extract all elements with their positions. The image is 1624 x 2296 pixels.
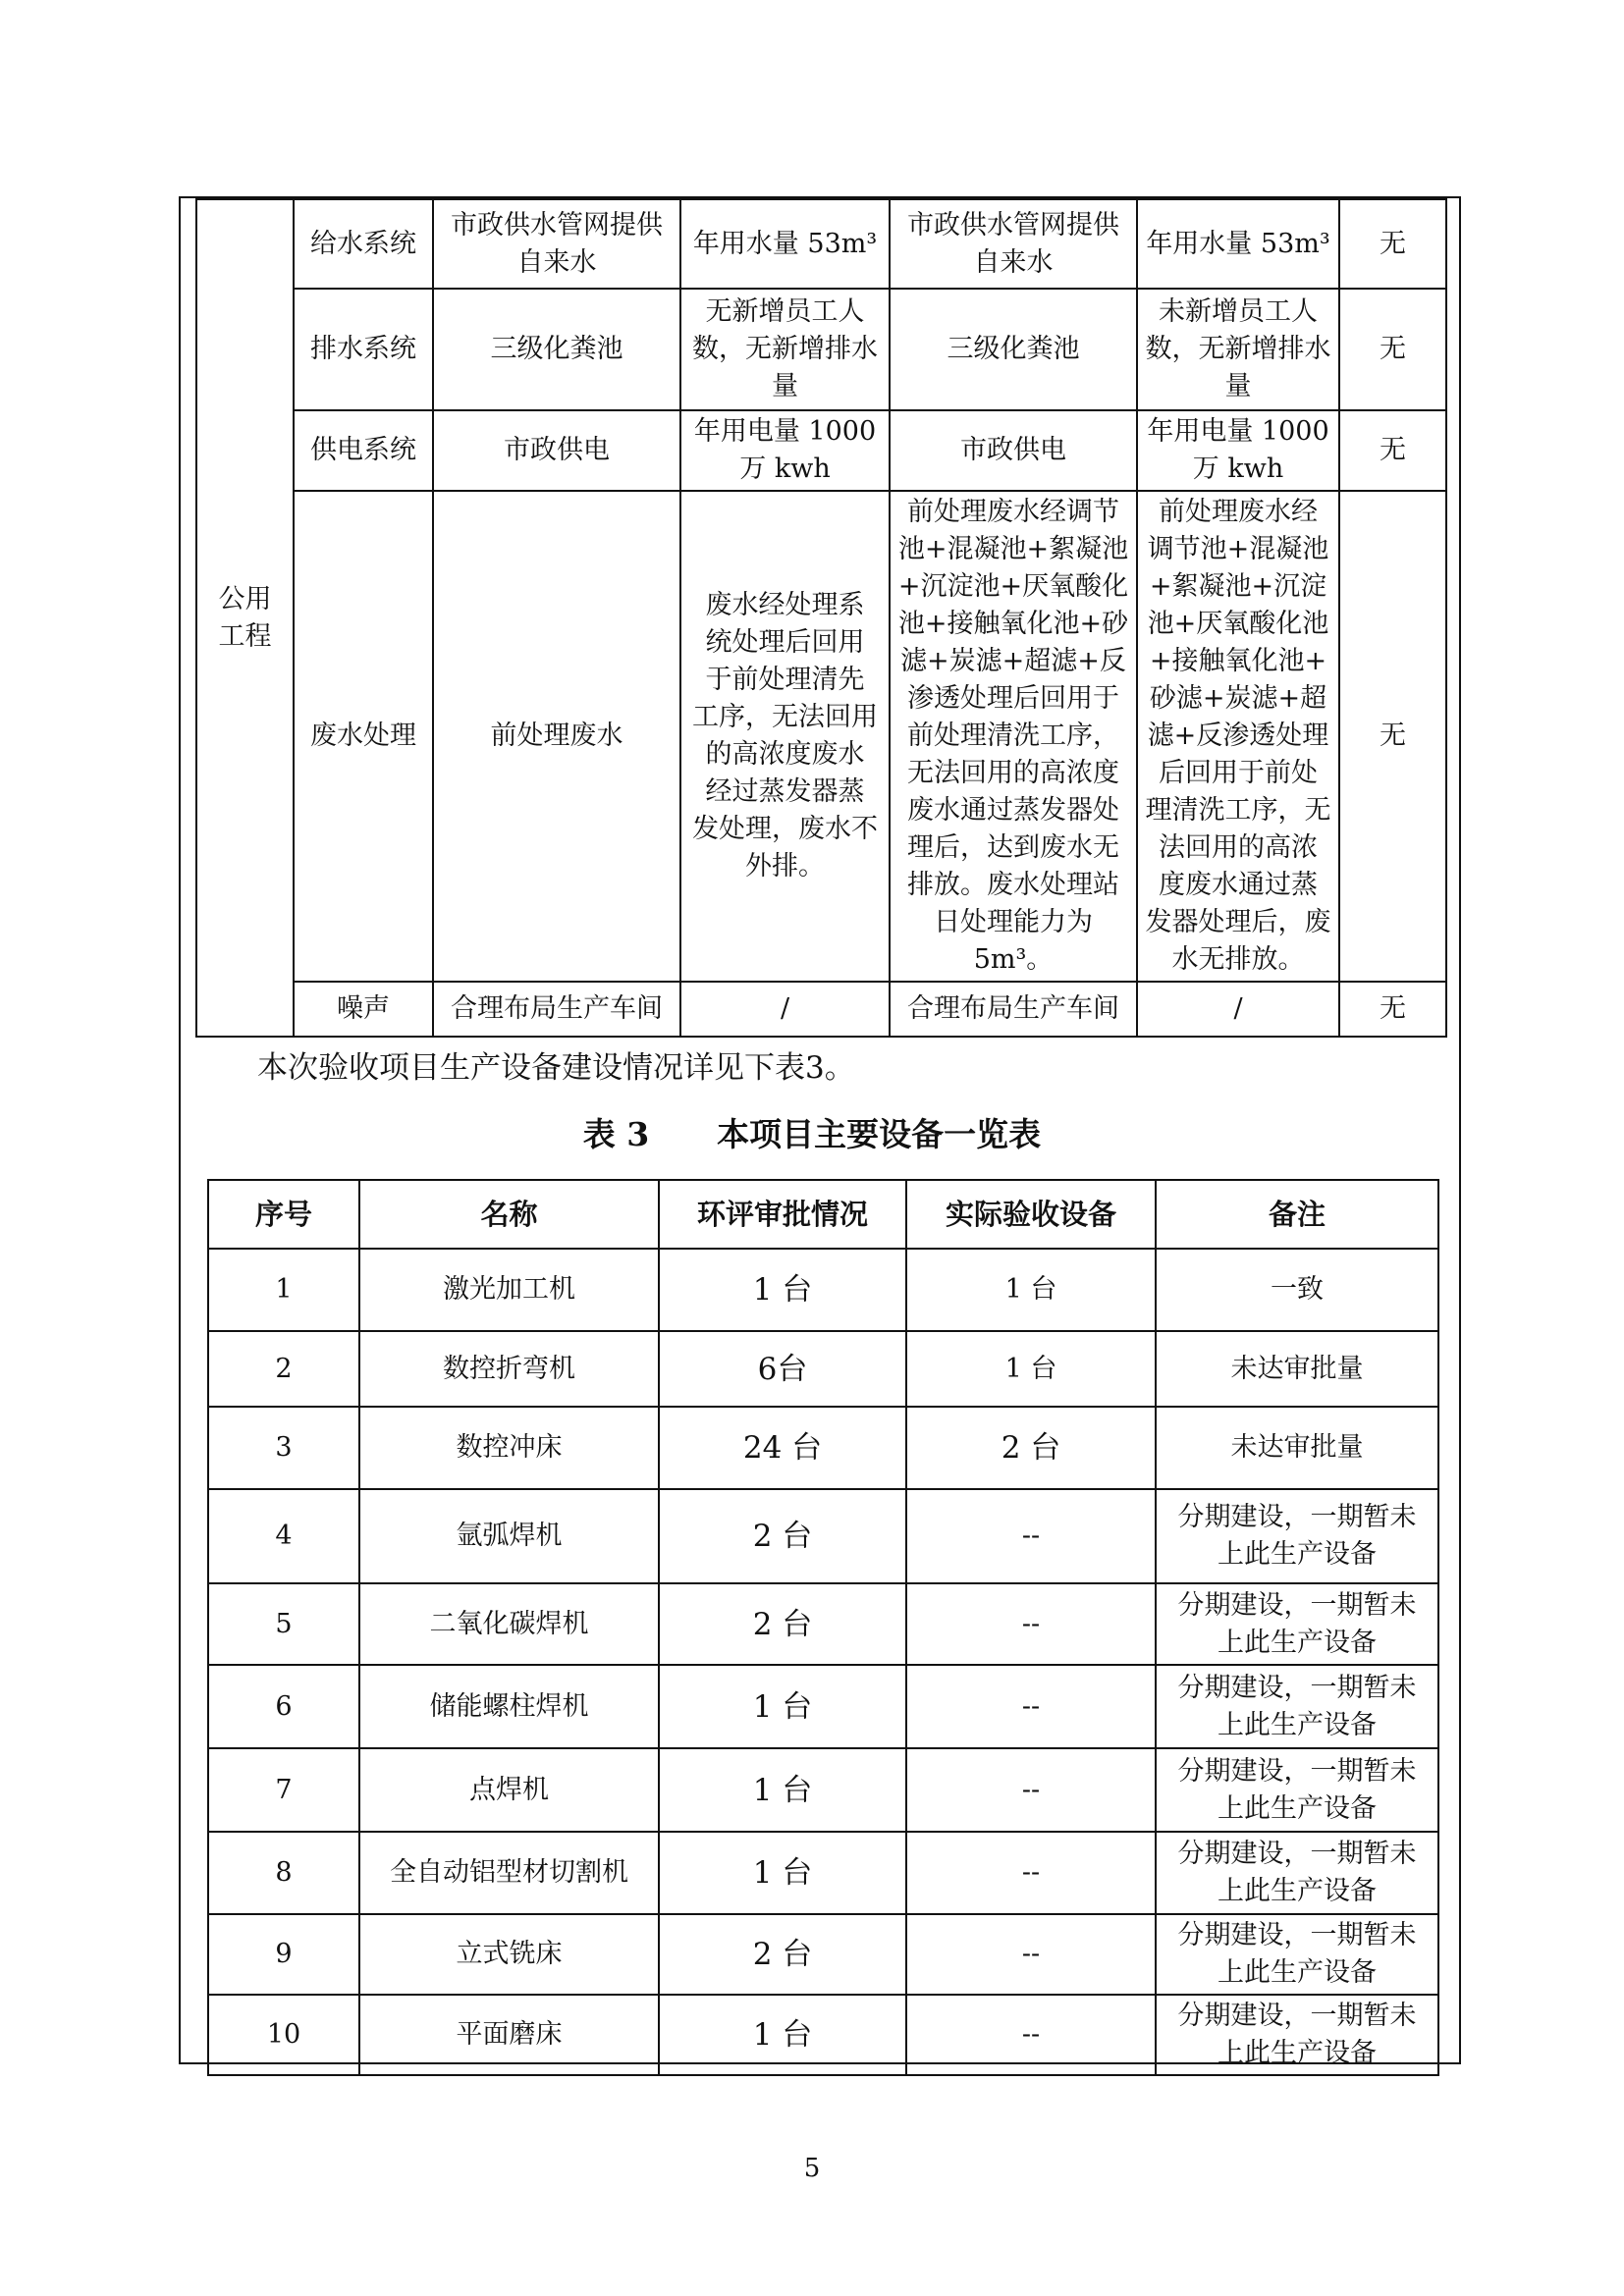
actual-scale-cell: / xyxy=(1137,982,1339,1037)
item-cell: 排水系统 xyxy=(294,289,433,410)
actual-cell: -- xyxy=(906,1489,1156,1583)
name-cell: 全自动铝型材切割机 xyxy=(359,1832,659,1914)
table-row xyxy=(208,1832,1438,1914)
table-row xyxy=(196,289,1446,410)
actual-measure-cell: 合理布局生产车间 xyxy=(890,982,1137,1037)
table-header-row xyxy=(208,1180,1438,1249)
actual-scale-cell: 年用水量 53m³ xyxy=(1137,199,1339,289)
utility-engineering-table xyxy=(195,198,1447,1038)
table-row xyxy=(196,982,1446,1037)
actual-cell: -- xyxy=(906,1914,1156,1995)
change-cell: 无 xyxy=(1339,410,1446,491)
eia-measure-cell: 市政供水管网提供 自来水 xyxy=(433,199,680,289)
no-cell: 3 xyxy=(208,1407,359,1489)
actual-measure-cell: 市政供水管网提供 自来水 xyxy=(890,199,1137,289)
table3-caption: 表 3 本项目主要设备一览表 xyxy=(582,1115,1042,1153)
no-cell: 7 xyxy=(208,1748,359,1832)
approved-cell: 6台 xyxy=(659,1331,906,1407)
note-cell: 分期建设，一期暂未 上此生产设备 xyxy=(1156,1583,1438,1665)
actual-measure-cell: 前处理废水经调节 池+混凝池+絮凝池 +沉淀池+厌氧酸化 池+接触氧化池+砂 滤+炭滤+超滤+反 渗透处理后回用于 前处理清洗工序， 无法回用的高浓度 废水通过蒸发器处 理后，达到废水无 排放。废水处理站 日处理能力为 5m³。 xyxy=(890,491,1137,982)
actual-cell: -- xyxy=(906,1665,1156,1748)
eia-scale-cell: 年用电量 1000 万 kwh xyxy=(680,410,890,491)
actual-cell: 1 台 xyxy=(906,1249,1156,1331)
eia-scale-cell: 废水经处理系 统处理后回用 于前处理清先 工序，无法回用 的高浓度废水 经过蒸发器蒸 发处理，废水不 外排。 xyxy=(680,491,890,982)
category-cell: 公用 工程 xyxy=(196,199,294,1037)
eia-measure-cell: 前处理废水 xyxy=(433,491,680,982)
actual-cell: 2 台 xyxy=(906,1407,1156,1489)
table-row xyxy=(196,491,1446,982)
change-cell: 无 xyxy=(1339,491,1446,982)
approved-cell: 1 台 xyxy=(659,1832,906,1914)
page-number: 5 xyxy=(803,2154,821,2183)
table-row xyxy=(208,1583,1438,1665)
actual-scale-cell: 前处理废水经 调节池+混凝池 +絮凝池+沉淀 池+厌氧酸化池 +接触氧化池+ 砂滤+炭滤+超 滤+反渗透处理 后回用于前处 理清洗工序，无 法回用的高浓 度废水通过蒸 发器处理后，废 水无排放。 xyxy=(1137,491,1339,982)
note-cell: 分期建设，一期暂未 上此生产设备 xyxy=(1156,1748,1438,1832)
actual-cell: 1 台 xyxy=(906,1331,1156,1407)
table-row xyxy=(208,1914,1438,1995)
no-cell: 4 xyxy=(208,1489,359,1583)
approved-cell: 1 台 xyxy=(659,1249,906,1331)
item-cell: 给水系统 xyxy=(294,199,433,289)
header-approved: 环评审批情况 xyxy=(659,1180,906,1249)
note-cell: 分期建设，一期暂未 上此生产设备 xyxy=(1156,1914,1438,1995)
item-cell: 供电系统 xyxy=(294,410,433,491)
no-cell: 8 xyxy=(208,1832,359,1914)
note-cell: 分期建设，一期暂未 上此生产设备 xyxy=(1156,1995,1438,2075)
header-no: 序号 xyxy=(208,1180,359,1249)
eia-scale-cell: 无新增员工人 数，无新增排水 量 xyxy=(680,289,890,410)
table-row xyxy=(208,1665,1438,1748)
table-row xyxy=(196,410,1446,491)
table-row xyxy=(208,1249,1438,1331)
actual-scale-cell: 未新增员工人 数，无新增排水 量 xyxy=(1137,289,1339,410)
header-actual: 实际验收设备 xyxy=(906,1180,1156,1249)
approved-cell: 2 台 xyxy=(659,1583,906,1665)
name-cell: 储能螺柱焊机 xyxy=(359,1665,659,1748)
header-note: 备注 xyxy=(1156,1180,1438,1249)
intro-paragraph: 本次验收项目生产设备建设情况详见下表3。 xyxy=(257,1050,855,1086)
actual-cell: -- xyxy=(906,1832,1156,1914)
note-cell: 分期建设，一期暂未 上此生产设备 xyxy=(1156,1832,1438,1914)
actual-measure-cell: 市政供电 xyxy=(890,410,1137,491)
no-cell: 2 xyxy=(208,1331,359,1407)
name-cell: 氩弧焊机 xyxy=(359,1489,659,1583)
header-name: 名称 xyxy=(359,1180,659,1249)
name-cell: 数控折弯机 xyxy=(359,1331,659,1407)
name-cell: 二氧化碳焊机 xyxy=(359,1583,659,1665)
table-row xyxy=(208,1748,1438,1832)
no-cell: 1 xyxy=(208,1249,359,1331)
note-cell: 分期建设，一期暂未 上此生产设备 xyxy=(1156,1665,1438,1748)
eia-measure-cell: 市政供电 xyxy=(433,410,680,491)
table-row xyxy=(208,1995,1438,2075)
approved-cell: 1 台 xyxy=(659,1995,906,2075)
actual-cell: -- xyxy=(906,1583,1156,1665)
name-cell: 平面磨床 xyxy=(359,1995,659,2075)
no-cell: 5 xyxy=(208,1583,359,1665)
name-cell: 激光加工机 xyxy=(359,1249,659,1331)
eia-measure-cell: 三级化粪池 xyxy=(433,289,680,410)
table-row xyxy=(196,199,1446,289)
approved-cell: 1 台 xyxy=(659,1748,906,1832)
approved-cell: 2 台 xyxy=(659,1489,906,1583)
no-cell: 6 xyxy=(208,1665,359,1748)
equipment-table xyxy=(207,1179,1439,2076)
name-cell: 立式铣床 xyxy=(359,1914,659,1995)
note-cell: 分期建设，一期暂未 上此生产设备 xyxy=(1156,1489,1438,1583)
approved-cell: 2 台 xyxy=(659,1914,906,1995)
note-cell: 一致 xyxy=(1156,1249,1438,1331)
approved-cell: 24 台 xyxy=(659,1407,906,1489)
eia-measure-cell: 合理布局生产车间 xyxy=(433,982,680,1037)
no-cell: 9 xyxy=(208,1914,359,1995)
actual-cell: -- xyxy=(906,1995,1156,2075)
change-cell: 无 xyxy=(1339,199,1446,289)
eia-scale-cell: / xyxy=(680,982,890,1037)
name-cell: 数控冲床 xyxy=(359,1407,659,1489)
name-cell: 点焊机 xyxy=(359,1748,659,1832)
note-cell: 未达审批量 xyxy=(1156,1407,1438,1489)
change-cell: 无 xyxy=(1339,289,1446,410)
item-cell: 噪声 xyxy=(294,982,433,1037)
item-cell: 废水处理 xyxy=(294,491,433,982)
table-row xyxy=(208,1407,1438,1489)
actual-scale-cell: 年用电量 1000 万 kwh xyxy=(1137,410,1339,491)
note-cell: 未达审批量 xyxy=(1156,1331,1438,1407)
table-row xyxy=(208,1489,1438,1583)
eia-scale-cell: 年用水量 53m³ xyxy=(680,199,890,289)
actual-cell: -- xyxy=(906,1748,1156,1832)
table-row xyxy=(208,1331,1438,1407)
actual-measure-cell: 三级化粪池 xyxy=(890,289,1137,410)
approved-cell: 1 台 xyxy=(659,1665,906,1748)
no-cell: 10 xyxy=(208,1995,359,2075)
change-cell: 无 xyxy=(1339,982,1446,1037)
